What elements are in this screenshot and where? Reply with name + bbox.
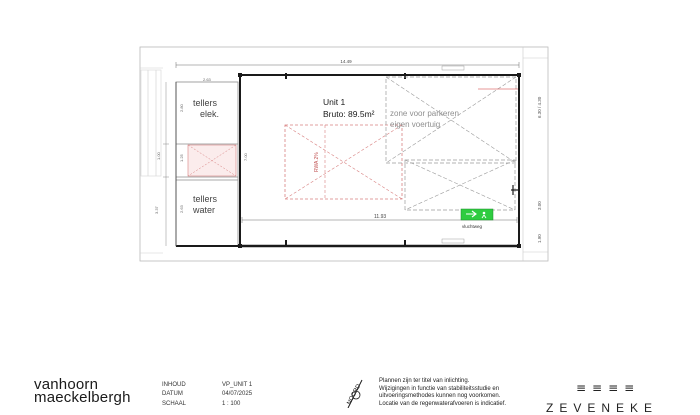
room-elek-line1: tellers xyxy=(193,98,218,108)
dim-left-small-4: 2.63 xyxy=(179,205,184,213)
dim-left-small-1: 2.63 xyxy=(203,77,211,82)
meta-key: SCHAAL xyxy=(162,400,187,407)
room-water-line2: water xyxy=(193,205,216,215)
drawing-meta xyxy=(162,381,252,409)
north-label: NOORD xyxy=(346,383,363,406)
meta-row-inhoud xyxy=(162,381,252,390)
brand-logo xyxy=(540,377,672,415)
dim-right-top: 6.30 / 4.30 xyxy=(537,96,542,118)
company-logo xyxy=(34,378,131,404)
note-line: Locatie van de regenwaterafvoeren is indicatief. xyxy=(379,400,507,407)
meta-row-datum xyxy=(162,390,252,399)
brand-wordmark: ZEVENEKE xyxy=(546,401,659,415)
room-water-line1: tellers xyxy=(193,194,218,204)
meta-value: VP_UNIT 1 xyxy=(222,382,253,388)
meta-key: DATUM xyxy=(162,391,183,398)
logo-line1: vanhoorn xyxy=(34,376,99,393)
dim-room-wall: 7.00 xyxy=(243,153,248,161)
brand-bars-icon: ≡≡≡≡ xyxy=(576,381,641,395)
meta-value: 1 : 100 xyxy=(222,400,241,407)
logo-line2: maeckelbergh xyxy=(34,389,131,406)
parking-note-line2: eigen voertuig xyxy=(390,120,441,129)
dim-left-mid: 1.00 xyxy=(156,152,161,160)
exit-label: vluchtweg xyxy=(462,224,483,229)
parking-note-line1: zone voor parkeren xyxy=(390,109,459,118)
dim-left-small-3: 1.25 xyxy=(179,154,184,162)
dim-right-bottom: 1.90 xyxy=(537,234,542,243)
dim-right-mid: 3.00 xyxy=(537,201,542,210)
dim-left-small-2: 2.80 xyxy=(179,104,184,112)
dim-total-width-label: 14.49 xyxy=(340,59,352,64)
rwa-label: RWA 2% xyxy=(314,152,320,172)
dim-inner-width-label: 11.93 xyxy=(374,214,387,220)
meta-value: 04/07/2025 xyxy=(222,391,253,398)
dim-left-total: 3.37 xyxy=(154,206,159,214)
room-elek-line2: elek. xyxy=(200,109,220,119)
note-line: uitvoeringsmethodes kunnen nog voorkomen. xyxy=(379,393,501,400)
meta-key: INHOUD xyxy=(162,382,186,388)
unit-area: Bruto: 89.5m² xyxy=(323,109,375,119)
note-line: Wijzigingen in functie van stabiliteitsstudie en xyxy=(379,385,500,392)
disclaimer-note xyxy=(379,378,539,408)
unit-title: Unit 1 xyxy=(323,97,346,107)
note-line: Plannen zijn ter titel van inlichting. xyxy=(379,378,470,384)
emergency-exit-sign xyxy=(461,209,493,220)
